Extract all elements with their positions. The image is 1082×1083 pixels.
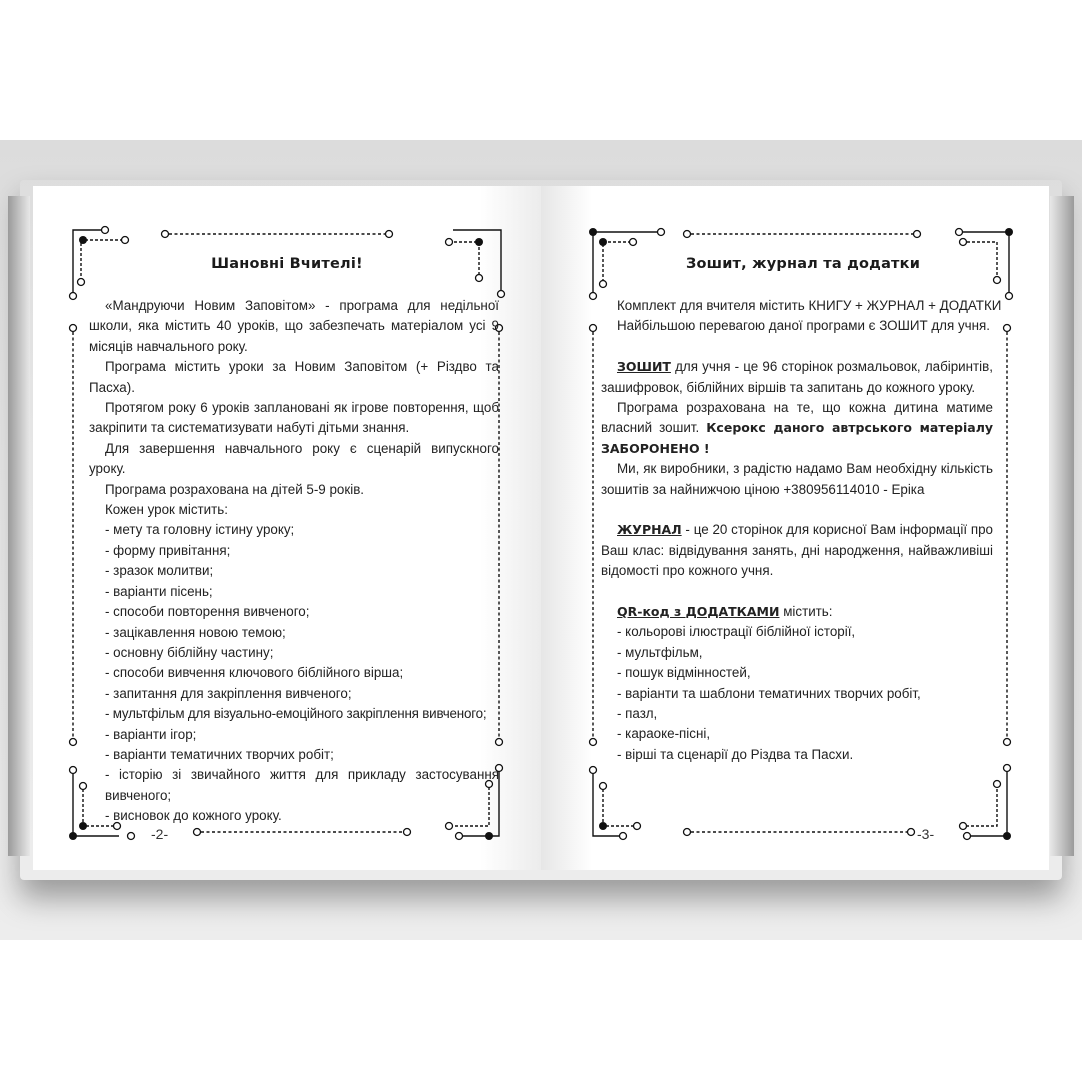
paragraph: Програма містить уроки за Новим Заповітом (+ Різдво та Пасха). — [89, 359, 499, 395]
paragraph — [601, 398, 993, 459]
list-item: - способи повторення вивченого; — [105, 604, 310, 620]
journal-label: ЖУРНАЛ — [617, 522, 682, 538]
paragraph: Ми, як виробники, з радістю надамо Вам необхідну кількість зошитів за найнижчою ціною +380956114010 - Еріка — [601, 461, 993, 497]
list-item: - способи вивчення ключового біблійного вірша; — [105, 665, 404, 681]
list-item: - форму привітання; — [105, 542, 231, 558]
list-item: - основну біблійну частину; — [105, 644, 274, 660]
list-item: - зацікавлення новою темою; — [105, 624, 286, 640]
book-edge-right — [1050, 196, 1074, 856]
list-item: - мультфільм, — [617, 644, 703, 660]
notebook-text: для учня - це 96 сторінок розмальовок, лабіринтів, зашифровок, біблійних віршів та запитань до кожного уроку. — [601, 359, 993, 395]
paragraph: Комплект для вчителя містить КНИГУ + ЖУРНАЛ + ДОДАТКИ — [617, 298, 1002, 313]
notebook-paragraph — [601, 357, 993, 398]
page-title: Зошит, журнал та додатки — [685, 256, 921, 272]
list-item: - пошук відмінностей, — [617, 665, 751, 681]
list-item: - кольорові ілюстрації біблійної історії, — [617, 624, 856, 640]
qr-label: QR-код з — [617, 604, 686, 620]
journal-paragraph — [601, 520, 993, 581]
list-item: - вірші та сценарії до Різдва та Пасхи. — [617, 746, 854, 762]
right-page — [541, 186, 1049, 870]
paragraph: Програма розрахована на дітей 5-9 років. — [105, 481, 365, 497]
book-edge-left — [8, 196, 30, 856]
right-page-body — [601, 296, 1002, 765]
list-item: - зразок молитви; — [105, 563, 214, 579]
paragraph: «Мандруючи Новим Заповітом» - програма для недільної школи, яка містить 40 уроків, що забезпечать матеріалом усі 9 місяців навчального року. — [89, 298, 499, 354]
list-item: - запитання для закріплення вивченого; — [105, 685, 352, 701]
list-item: - історію зі звичайного життя для прикладу застосування вивченого; — [105, 767, 499, 803]
paragraph: Найбільшою перевагою даної програми є ЗОШИТ для учня. — [617, 318, 991, 334]
list-item: - караоке-пісні, — [617, 726, 711, 742]
page-number: -2- — [151, 826, 169, 842]
left-page — [33, 186, 541, 870]
journal-text: - це 20 сторінок для корисної Вам інформації про Ваш клас: відвідування занять, дні народження, найважливіші відомості про кожного учня. — [601, 522, 993, 579]
page-number: -3- — [917, 826, 935, 842]
list-item: - варіанти та шаблони тематичних творчих робіт, — [617, 685, 921, 701]
notebook-label: ЗОШИТ — [617, 359, 671, 375]
page-title: Шановні Вчителі! — [211, 256, 363, 272]
list-item: - варіанти пісень; — [105, 583, 213, 599]
notebook-text-2: Програма розрахована на те, що кожна дитина матиме власний зошит. — [601, 400, 993, 436]
list-item: - пазл, — [617, 706, 658, 722]
paragraph: Протягом року 6 уроків заплановані як ігрове повторення, щоб закріпити та систематизувати набуті дітьми знання. — [89, 400, 499, 436]
list-item: - мультфільм для візуально-емоційного закріплення вивченого; — [105, 706, 487, 722]
addons-label-suffix: містить: — [779, 604, 833, 620]
list-item: - варіанти тематичних творчих робіт; — [105, 746, 334, 762]
copy-warning: Ксерокс даного автрського матеріалу ЗАБОРОНЕНО ! — [601, 420, 993, 456]
list-item: - варіанти ігор; — [105, 726, 197, 742]
addons-heading — [601, 602, 993, 622]
list-item: - висновок до кожного уроку. — [105, 808, 282, 824]
paragraph: Кожен урок містить: — [105, 502, 228, 518]
list-item: - мету та головну істину уроку; — [105, 522, 295, 538]
addons-label: ДОДАТКАМИ — [685, 604, 780, 620]
left-page-body — [89, 296, 499, 827]
paragraph: Для завершення навчального року є сценарій випускного уроку. — [89, 440, 499, 477]
